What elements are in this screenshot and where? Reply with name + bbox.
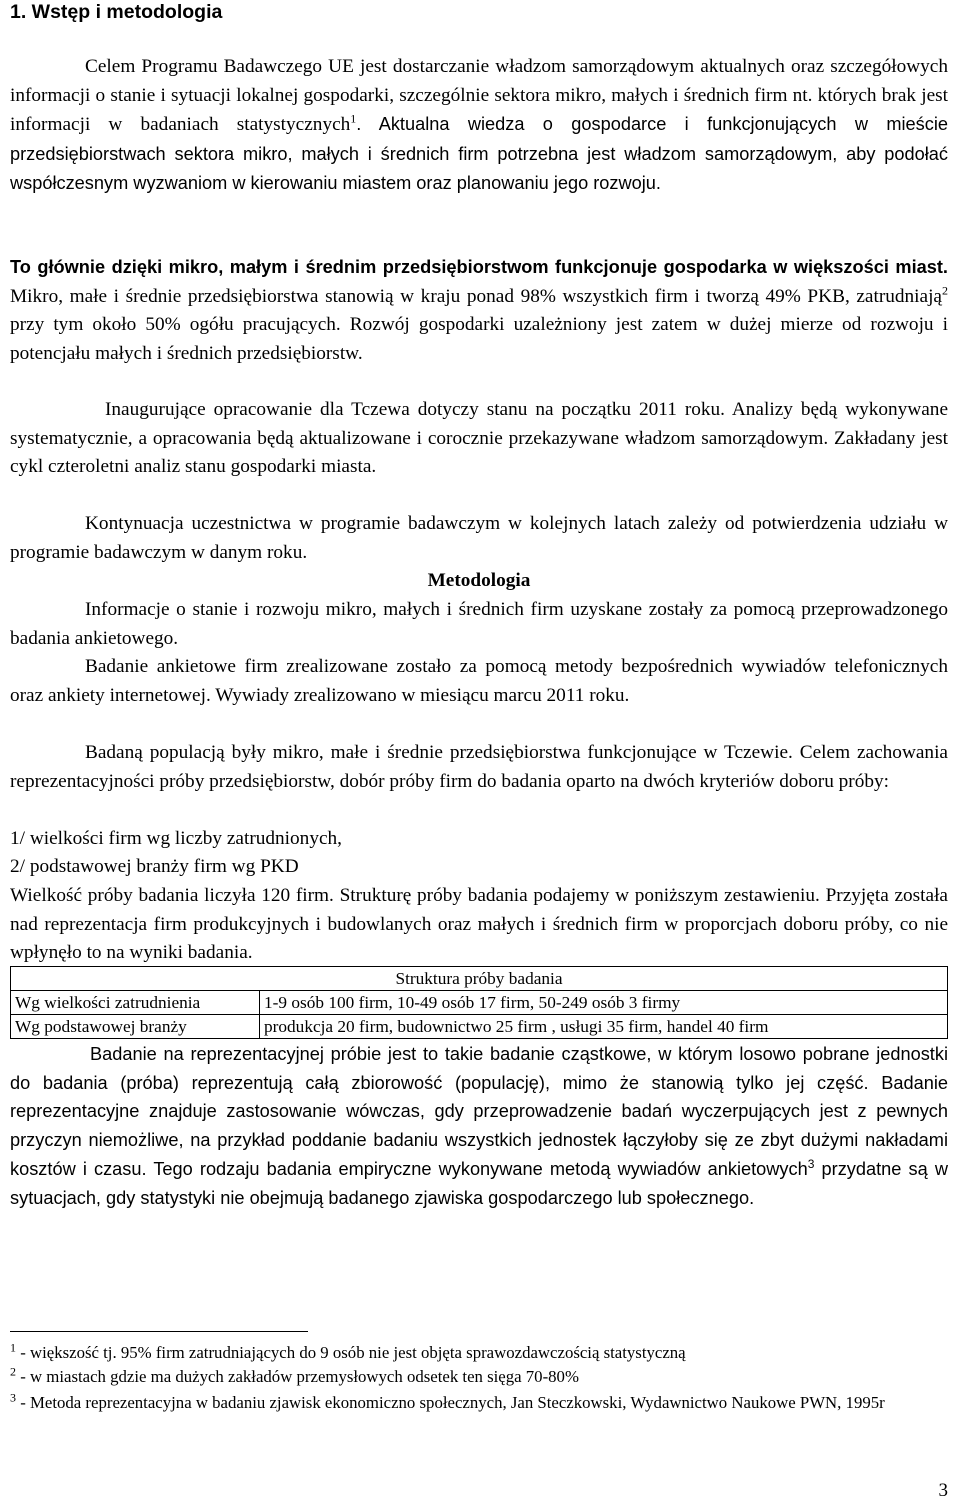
method-info-text: Informacje o stanie i rozwoju mikro, małych i średnich firm uzyskane zostały za pomocą przeprowadzonego badania ankietowego. bbox=[10, 599, 948, 649]
paragraph-inaugural bbox=[10, 396, 948, 482]
paragraph-intro bbox=[10, 53, 948, 199]
criteria-item-1: 1/ wielkości firm wg liczby zatrudnionych, bbox=[10, 828, 342, 849]
representative-text-part2: przydatne są w sytuacjach, gdy statystyki nie obejmują badanego zjawiska gospodarczego lub społecznego. bbox=[10, 1158, 948, 1208]
table-row-value: produkcja 20 firm, budownictwo 25 firm , usługi 35 firm, handel 40 firm bbox=[260, 1015, 948, 1039]
page-number: 3 bbox=[938, 1480, 948, 1501]
sme-text-part2: przy tym około 50% ogółu pracujących. Rozwój gospodarki uzależniony jest zatem w dużej mierze od rozwoju i potencjału małych i średnich przedsiębiorstw. bbox=[10, 314, 948, 364]
table-caption: Struktura próby badania bbox=[11, 967, 948, 991]
sme-text-part1: Mikro, małe i średnie przedsiębiorstwa stanowią w kraju ponad 98% wszystkich firm i tworzą 49% PKB, zatrudniają bbox=[10, 285, 942, 307]
inaugural-text: Inaugurujące opracowanie dla Tczewa dotyczy stanu na początku 2011 roku. Analizy będą wykonywane systematycznie, a opracowania będą aktualizowane i corocznie przekazywane władzom samorządowym. Zakładany jest cykl czteroletni analiz stanu gospodarki miasta. bbox=[10, 399, 948, 478]
table-caption-row bbox=[11, 967, 948, 991]
paragraph-representative bbox=[10, 1040, 948, 1212]
table-row-label: Wg podstawowej branży bbox=[11, 1015, 260, 1039]
paragraph-sme-importance bbox=[10, 253, 948, 368]
representative-text-part1: Badanie na reprezentacyjnej próbie jest to takie badanie cząstkowe, w którym losowo pobrane jednostki do badania (próba) reprezentują całą zbiorowość (populację), mimo że stanowią tylko jej część. Badanie reprezentacyjne znajduje zastosowanie wówczas, gdy przeprowadzenie badań wyczerpujących jest z pewnych przyczyn niemożliwe, na przykład poddanie badaniu wszystkich jednostek łączyłoby się ze zbyt dużymi nakładami kosztów i czasu. Tego rodzaju badania empiryczne wykonywane metodą wywiadów ankietowych bbox=[10, 1044, 948, 1179]
continuation-text: Kontynuacja uczestnictwa w programie badawczym w kolejnych latach zależy od potwierdzenia udziału w programie badawczym w danym roku. bbox=[10, 513, 948, 563]
methodology-title: Metodologia bbox=[427, 570, 531, 591]
population-text: Badaną populacją były mikro, małe i średnie przedsiębiorstwa funkcjonujące w Tczewie. Celem zachowania reprezentacyjności próby przedsiębiorstw, dobór próby firm do badania oparto na dwóch kryteriów doboru próby: bbox=[10, 742, 948, 792]
paragraph-continuation bbox=[10, 510, 948, 567]
footnote-mark: 1 bbox=[10, 1340, 16, 1355]
footnote-separator bbox=[10, 1331, 308, 1332]
table-row-value: 1-9 osób 100 firm, 10-49 osób 17 firm, 50-249 osób 3 firmy bbox=[260, 991, 948, 1015]
footnote-3 bbox=[10, 1392, 910, 1414]
table-row bbox=[11, 1015, 948, 1039]
table-row bbox=[11, 991, 948, 1015]
survey-text: Badanie ankietowe firm zrealizowane zostało za pomocą metody bezpośrednich wywiadów telefonicznych oraz ankiety internetowej. Wywiady zrealizowano w miesiącu marcu 2011 roku. bbox=[10, 656, 948, 706]
footnote-ref-1: 1 bbox=[350, 111, 357, 126]
footnote-ref-3: 3 bbox=[807, 1156, 815, 1171]
intro-text-part2: . Aktualna wiedza o gospodarce i funkcjonujących w mieście przedsiębiorstwach sektora mikro, małych i średnich firm potrzebna jest władzom samorządowym, aby podołać współczesnym wyzwaniom w kierowaniu miastem oraz planowaniu jego rozwoju. bbox=[10, 114, 948, 194]
paragraph-sample-size bbox=[10, 882, 948, 968]
paragraph-method-info bbox=[10, 596, 948, 653]
intro-text-part1: Celem Programu Badawczego UE jest dostarczanie władzom samorządowym aktualnych oraz szczegółowych informacji o stanie i sytuacji lokalnej gospodarki, szczególnie sektora mikro, małych i średnich firm nt. których brak jest informacji w badaniach statystycznych bbox=[10, 56, 948, 136]
footnote-mark: 3 bbox=[10, 1390, 16, 1405]
paragraph-survey bbox=[10, 653, 948, 710]
footnote-text: - Metoda reprezentacyjna w badaniu zjawisk ekonomiczno społecznych, Jan Steczkowski, Wydawnictwo Naukowe PWN, 1995r bbox=[16, 1393, 885, 1412]
footnote-1 bbox=[10, 1342, 948, 1364]
footnote-text: - w miastach gdzie ma dużych zakładów przemysłowych odsetek ten sięga 70-80% bbox=[16, 1367, 579, 1386]
section-heading: 1. Wstęp i metodologia bbox=[10, 1, 223, 23]
footnote-2 bbox=[10, 1366, 948, 1388]
footnote-ref-2: 2 bbox=[942, 283, 948, 298]
footnote-mark: 2 bbox=[10, 1364, 16, 1379]
paragraph-population bbox=[10, 739, 948, 796]
criteria-item-2: 2/ podstawowej branży firm wg PKD bbox=[10, 856, 299, 877]
sample-size-text: Wielkość próby badania liczyła 120 firm. Strukturę próby badania podajemy w poniższym zestawieniu. Przyjęta została nad reprezentacja firm produkcyjnych i budowlanych oraz małych i średnich firm w proporcjach doboru próby, co nie wpłynęło to na wyniki badania. bbox=[10, 885, 948, 964]
sample-structure-table bbox=[10, 966, 948, 1039]
bold-statement: To głównie dzięki mikro, małym i średnim przedsiębiorstwom funkcjonuje gospodarka w większości miast. bbox=[10, 257, 948, 277]
footnote-text: - większość tj. 95% firm zatrudniających do 9 osób nie jest objęta sprawozdawczością statystyczną bbox=[16, 1343, 686, 1362]
table-row-label: Wg wielkości zatrudnienia bbox=[11, 991, 260, 1015]
